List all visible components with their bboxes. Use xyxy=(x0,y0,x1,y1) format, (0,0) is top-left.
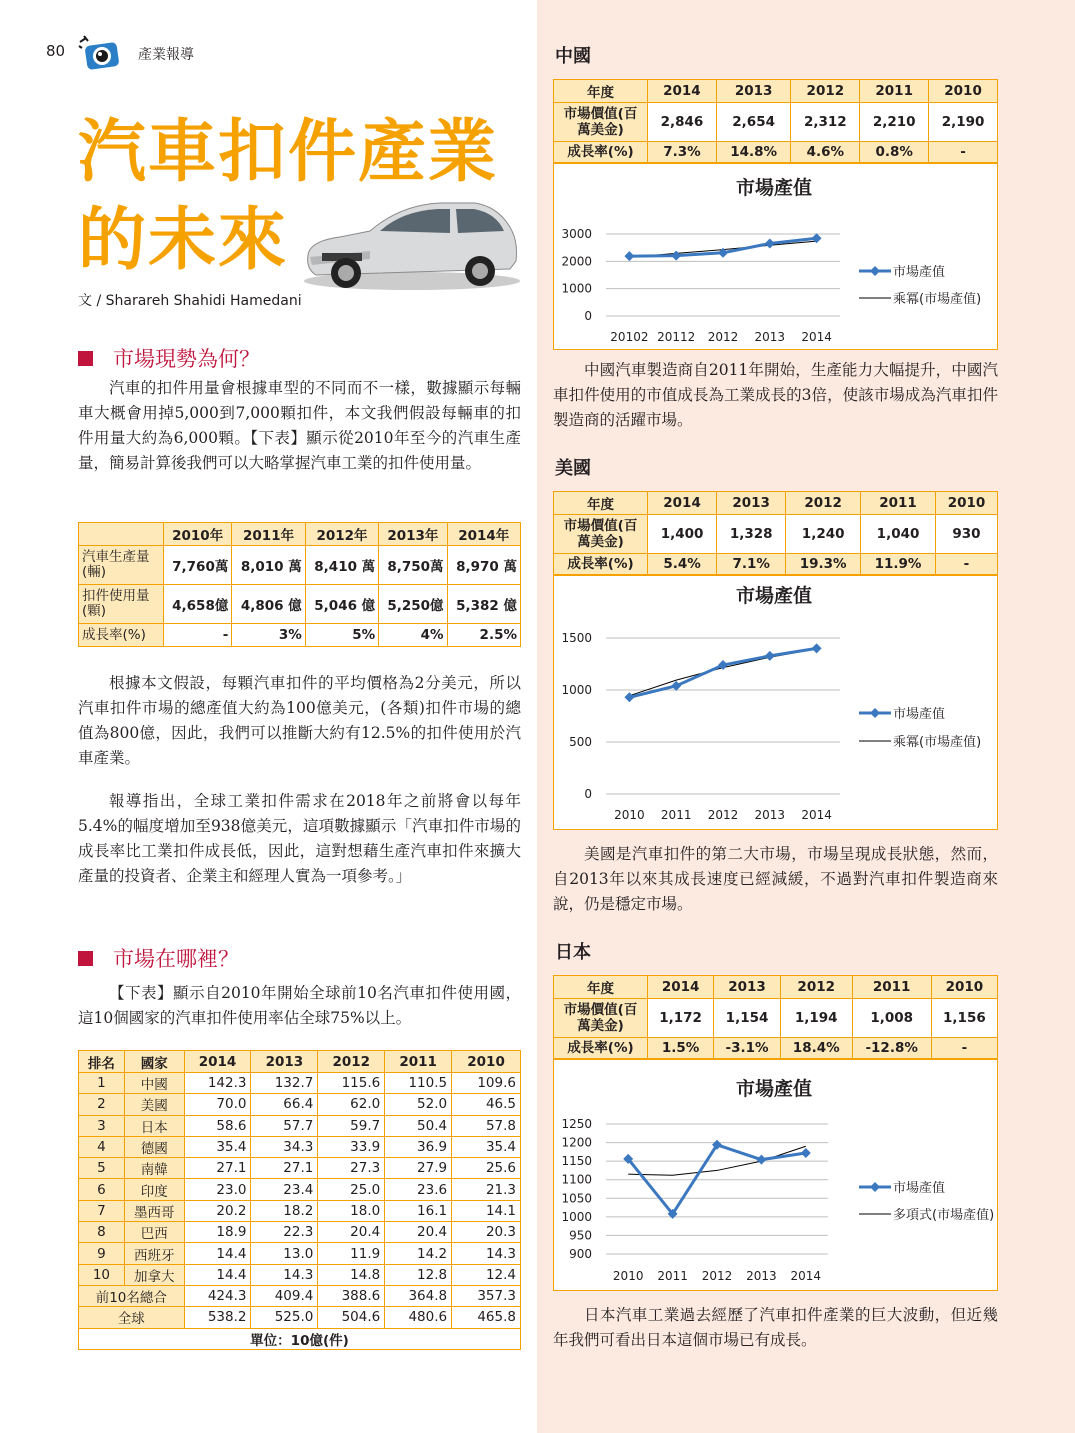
table-cell: 18.2 xyxy=(251,1200,318,1221)
table-cell: 66.4 xyxy=(251,1094,318,1115)
table-cell: 20.4 xyxy=(318,1222,385,1243)
table-cell: -3.1% xyxy=(714,1038,781,1059)
y-tick-label: 0 xyxy=(584,787,592,801)
table-cell: 8,970 萬 xyxy=(447,546,520,585)
x-tick-label: 2013 xyxy=(754,330,786,344)
table-cell: 504.6 xyxy=(318,1307,385,1328)
table-cell: 115.6 xyxy=(318,1073,385,1094)
china-chart-svg xyxy=(554,164,999,351)
legend-label-value: 市場產值 xyxy=(893,1181,946,1196)
table-row xyxy=(79,1115,521,1136)
rank-header: 2011 xyxy=(385,1051,452,1073)
table-cell: 4 xyxy=(79,1136,125,1157)
table-header: 2012 xyxy=(786,492,861,515)
table-cell: 14.3 xyxy=(452,1243,521,1264)
table-cell: 2,654 xyxy=(716,103,791,142)
table-cell: - xyxy=(164,624,232,647)
rank-table xyxy=(78,1050,521,1350)
table-cell: 22.3 xyxy=(251,1222,318,1243)
table-cell: 7.3% xyxy=(648,142,717,163)
y-tick-label: 1000 xyxy=(561,281,592,296)
table-cell: 印度 xyxy=(124,1179,184,1200)
rank-header: 排名 xyxy=(79,1051,125,1073)
table-header-row xyxy=(554,976,998,999)
table-cell: 德國 xyxy=(124,1136,184,1157)
rank-header: 2014 xyxy=(184,1051,251,1073)
table-cell: 1 xyxy=(79,1073,125,1094)
table-cell: 8,410 萬 xyxy=(305,546,378,585)
table-row xyxy=(79,1094,521,1115)
table-row xyxy=(79,1200,521,1221)
table-cell: 18.9 xyxy=(184,1222,251,1243)
table-cell: 巴西 xyxy=(124,1222,184,1243)
y-tick-label: 1000 xyxy=(561,1209,592,1224)
table-cell: 21.3 xyxy=(452,1179,521,1200)
table-cell: 南韓 xyxy=(124,1158,184,1179)
table-cell: 1,154 xyxy=(714,999,781,1038)
x-tick-label: 2012 xyxy=(707,330,739,344)
table-cell: 1,400 xyxy=(648,515,717,554)
table-header: 2013 xyxy=(717,492,786,515)
table-header: 年度 xyxy=(554,80,648,103)
table-cell: 14.3 xyxy=(251,1264,318,1285)
x-tick-label: 2012 xyxy=(701,1269,733,1283)
table-cell: 1,156 xyxy=(931,999,997,1038)
table-header: 2011 xyxy=(861,492,936,515)
table-cell: 1,172 xyxy=(648,999,714,1038)
y-tick-label: 1150 xyxy=(561,1154,592,1169)
table-row xyxy=(79,1285,521,1306)
table-header: 2014 xyxy=(648,492,717,515)
y-tick-label: 1250 xyxy=(561,1117,592,1131)
table-row xyxy=(79,1136,521,1157)
table-cell: 墨西哥 xyxy=(124,1200,184,1221)
table-row xyxy=(554,999,998,1038)
table-header: 2014 xyxy=(648,80,717,103)
table-header: 年度 xyxy=(554,492,648,515)
japan-chart-svg xyxy=(554,1060,999,1292)
y-tick-label: 950 xyxy=(569,1228,592,1243)
table-row xyxy=(554,1038,998,1059)
production-header: 2014年 xyxy=(447,523,520,546)
section2-para1: 【下表】顯示自2010年開始全球前10名汽車扣件使用國，這10個國家的汽車扣件使用率佔全球75%以上。 xyxy=(78,984,521,1027)
data-point-marker xyxy=(812,643,822,653)
table-cell: -12.8% xyxy=(852,1038,931,1059)
production-header: 2013年 xyxy=(379,523,447,546)
table-cell: 10 xyxy=(79,1264,125,1285)
row-label: 市場價值(百萬美金) xyxy=(554,999,648,1038)
table-cell: 59.7 xyxy=(318,1115,385,1136)
page-number: 80 xyxy=(46,42,66,60)
table-cell: 357.3 xyxy=(452,1285,521,1306)
table-row xyxy=(79,585,521,624)
table-cell: 3% xyxy=(232,624,305,647)
table-cell: 14.8 xyxy=(318,1264,385,1285)
table-cell: 18.4% xyxy=(780,1038,852,1059)
table-header-row xyxy=(554,80,998,103)
production-header-empty xyxy=(79,523,164,546)
y-tick-label: 1500 xyxy=(561,631,592,645)
x-tick-label: 2010 xyxy=(612,1269,644,1283)
table-row xyxy=(79,624,521,647)
table-cell: 50.4 xyxy=(385,1115,452,1136)
row-label: 成長率(%) xyxy=(79,624,164,647)
table-cell: 4.6% xyxy=(791,142,860,163)
table-header: 年度 xyxy=(554,976,648,999)
table-header: 2012 xyxy=(780,976,852,999)
table-cell: 142.3 xyxy=(184,1073,251,1094)
data-point-marker xyxy=(671,251,681,261)
trendline-series xyxy=(629,649,816,696)
table-cell: 1,008 xyxy=(852,999,931,1038)
x-tick-label: 20112 xyxy=(657,330,696,344)
table-cell: 12.8 xyxy=(385,1264,452,1285)
bullet-square-icon xyxy=(78,351,93,366)
data-point-marker xyxy=(765,238,775,248)
table-cell: 14.8% xyxy=(716,142,791,163)
rank-header: 2012 xyxy=(318,1051,385,1073)
legend-label-value: 市場產值 xyxy=(893,707,946,722)
section1-para1: 汽車的扣件用量會根據車型的不同而不一樣，數據顯示每輛車大概會用掉5,000到7,000顆扣件，本文我們假設每輛車的扣件用量大約為6,000顆。【下表】顯示從2010年至今的汽車生產量，簡易計算後我們可以大略掌握汽車工業的扣件使用量。 xyxy=(78,379,521,472)
legend-label-value: 市場產值 xyxy=(893,265,946,280)
table-cell: 9 xyxy=(79,1243,125,1264)
rank-header: 國家 xyxy=(124,1051,184,1073)
table-header: 2013 xyxy=(716,80,791,103)
china-heading: 中國 xyxy=(555,46,591,67)
production-header: 2012年 xyxy=(305,523,378,546)
section1-heading: 市場現勢為何？ xyxy=(78,343,260,373)
japan-heading: 日本 xyxy=(555,942,591,963)
table-cell: 25.6 xyxy=(452,1158,521,1179)
table-cell: 27.1 xyxy=(184,1158,251,1179)
table-cell: - xyxy=(931,1038,997,1059)
production-table xyxy=(78,522,521,647)
table-header: 2013 xyxy=(714,976,781,999)
table-row xyxy=(79,1222,521,1243)
table-cell: 409.4 xyxy=(251,1285,318,1306)
table-cell: 35.4 xyxy=(452,1136,521,1157)
data-point-marker xyxy=(801,1148,811,1158)
table-cell: 西班牙 xyxy=(124,1243,184,1264)
table-cell: 14.4 xyxy=(184,1243,251,1264)
table-cell: 11.9 xyxy=(318,1243,385,1264)
author-byline: 文 / Sharareh Shahidi Hamedani xyxy=(78,293,302,309)
total-label: 全球 xyxy=(79,1307,185,1328)
table-cell: 4,658億 xyxy=(164,585,232,624)
table-row xyxy=(554,103,998,142)
article-title: 汽車扣件產業 的未來 xyxy=(78,112,499,280)
table-cell: 5% xyxy=(305,624,378,647)
table-cell: 465.8 xyxy=(452,1307,521,1328)
table-cell: 19.3% xyxy=(786,554,861,575)
row-label: 扣件使用量(顆) xyxy=(79,585,164,624)
unit-note: 單位：10億(件) xyxy=(79,1328,521,1349)
table-cell: 930 xyxy=(935,515,997,554)
y-tick-label: 3000 xyxy=(561,227,592,241)
row-label: 成長率(%) xyxy=(554,1038,648,1059)
row-label: 市場價值(百萬美金) xyxy=(554,103,648,142)
table-cell: 7.1% xyxy=(717,554,786,575)
section2-heading: 市場在哪裡？ xyxy=(78,943,239,973)
table-cell: 8,010 萬 xyxy=(232,546,305,585)
table-cell: 480.6 xyxy=(385,1307,452,1328)
table-cell: 58.6 xyxy=(184,1115,251,1136)
x-tick-label: 20102 xyxy=(610,330,649,344)
table-row xyxy=(79,1243,521,1264)
table-cell: 5,250億 xyxy=(379,585,447,624)
x-tick-label: 2013 xyxy=(754,808,786,822)
table-cell: 23.4 xyxy=(251,1179,318,1200)
rank-header: 2013 xyxy=(251,1051,318,1073)
table-cell: 2,312 xyxy=(791,103,860,142)
rank-header: 2010 xyxy=(452,1051,521,1073)
table-cell: 日本 xyxy=(124,1115,184,1136)
china-text: 中國汽車製造商自2011年開始，生產能力大幅提升，中國汽車扣件使用的市值成長為工業成長的3倍，使該市場成為汽車扣件製造商的活躍市場。 xyxy=(553,361,998,429)
table-cell: 20.4 xyxy=(385,1222,452,1243)
car-image xyxy=(300,185,522,293)
table-cell: 57.8 xyxy=(452,1115,521,1136)
legend-label-trend: 多項式(市場產值) xyxy=(893,1208,995,1223)
y-tick-label: 1100 xyxy=(561,1172,592,1187)
x-tick-label: 2011 xyxy=(660,808,692,822)
table-cell: 525.0 xyxy=(251,1307,318,1328)
table-row xyxy=(79,1158,521,1179)
legend-marker-icon xyxy=(870,708,880,718)
china-chart xyxy=(553,163,998,350)
table-cell: 13.0 xyxy=(251,1243,318,1264)
data-point-marker xyxy=(671,681,681,691)
production-header: 2010年 xyxy=(164,523,232,546)
table-header-row xyxy=(554,492,998,515)
table-cell: 388.6 xyxy=(318,1285,385,1306)
table-cell: 27.1 xyxy=(251,1158,318,1179)
y-tick-label: 1200 xyxy=(561,1135,592,1150)
y-tick-label: 2000 xyxy=(561,254,592,269)
y-tick-label: 900 xyxy=(569,1247,592,1261)
chart-title: 市場產值 xyxy=(735,585,813,607)
table-cell: - xyxy=(935,554,997,575)
row-label: 成長率(%) xyxy=(554,142,648,163)
table-cell: 16.1 xyxy=(385,1200,452,1221)
table-header: 2012 xyxy=(791,80,860,103)
table-cell: 1,328 xyxy=(717,515,786,554)
chart-title: 市場產值 xyxy=(735,177,813,199)
y-tick-label: 1000 xyxy=(561,683,592,697)
japan-text: 日本汽車工業過去經歷了汽車扣件產業的巨大波動，但近幾年我們可看出日本這個市場已有成長。 xyxy=(553,1306,998,1349)
x-tick-label: 2014 xyxy=(801,330,832,344)
table-cell: 1,240 xyxy=(786,515,861,554)
legend-marker-icon xyxy=(870,1182,880,1192)
usa-table xyxy=(553,491,998,575)
table-cell: 8,750萬 xyxy=(379,546,447,585)
table-cell: 0.8% xyxy=(860,142,929,163)
production-header: 2011年 xyxy=(232,523,305,546)
usa-chart xyxy=(553,575,998,830)
table-cell: 7,760萬 xyxy=(164,546,232,585)
usa-text: 美國是汽車扣件的第二大市場，市場呈現成長狀態，然而，自2013年以來其成長速度已經減緩，不過對汽車扣件製造商來說，仍是穩定市場。 xyxy=(553,845,998,913)
table-row xyxy=(79,1073,521,1094)
table-cell: 5,046 億 xyxy=(305,585,378,624)
table-cell: 2,190 xyxy=(929,103,998,142)
table-cell: 57.7 xyxy=(251,1115,318,1136)
x-tick-label: 2010 xyxy=(614,808,645,822)
table-cell: 132.7 xyxy=(251,1073,318,1094)
data-point-marker xyxy=(624,692,634,702)
table-cell: 5.4% xyxy=(648,554,717,575)
table-header: 2011 xyxy=(852,976,931,999)
table-cell: 8 xyxy=(79,1222,125,1243)
table-cell: 25.0 xyxy=(318,1179,385,1200)
table-header: 2011 xyxy=(860,80,929,103)
table-cell: 23.6 xyxy=(385,1179,452,1200)
x-tick-label: 2012 xyxy=(707,808,739,822)
table-cell: 27.9 xyxy=(385,1158,452,1179)
table-cell: 20.3 xyxy=(452,1222,521,1243)
table-cell: 110.5 xyxy=(385,1073,452,1094)
row-label: 汽車生產量(輛) xyxy=(79,546,164,585)
table-header: 2014 xyxy=(648,976,714,999)
table-row xyxy=(79,546,521,585)
table-cell: - xyxy=(929,142,998,163)
japan-table xyxy=(553,975,998,1059)
table-header: 2010 xyxy=(935,492,997,515)
legend-label-trend: 乘冪(市場產值) xyxy=(893,735,982,750)
table-row xyxy=(554,515,998,554)
row-label: 成長率(%) xyxy=(554,554,648,575)
usa-heading: 美國 xyxy=(555,458,591,479)
table-cell: 12.4 xyxy=(452,1264,521,1285)
table-cell: 2.5% xyxy=(447,624,520,647)
y-tick-label: 500 xyxy=(569,735,592,749)
table-cell: 70.0 xyxy=(184,1094,251,1115)
x-tick-label: 2013 xyxy=(746,1269,777,1283)
total-label: 前10名總合 xyxy=(79,1285,185,1306)
table-cell: 35.4 xyxy=(184,1136,251,1157)
table-cell: 14.2 xyxy=(385,1243,452,1264)
table-cell: 2,210 xyxy=(860,103,929,142)
table-cell: 109.6 xyxy=(452,1073,521,1094)
table-cell: 27.3 xyxy=(318,1158,385,1179)
table-cell: 1.5% xyxy=(648,1038,714,1059)
table-cell: 2 xyxy=(79,1094,125,1115)
x-tick-label: 2011 xyxy=(657,1269,688,1283)
table-cell: 7 xyxy=(79,1200,125,1221)
table-cell: 11.9% xyxy=(861,554,936,575)
china-table xyxy=(553,79,998,163)
table-cell: 3 xyxy=(79,1115,125,1136)
usa-chart-svg xyxy=(554,576,999,831)
y-tick-label: 0 xyxy=(584,309,592,323)
data-point-marker xyxy=(624,251,634,261)
table-cell: 14.4 xyxy=(184,1264,251,1285)
table-cell: 18.0 xyxy=(318,1200,385,1221)
table-header: 2010 xyxy=(929,80,998,103)
chart-title: 市場產值 xyxy=(735,1078,813,1100)
table-cell: 6 xyxy=(79,1179,125,1200)
bullet-square-icon xyxy=(78,951,93,966)
table-header: 2010 xyxy=(931,976,997,999)
table-cell: 5,382 億 xyxy=(447,585,520,624)
table-cell: 加拿大 xyxy=(124,1264,184,1285)
table-cell: 34.3 xyxy=(251,1136,318,1157)
table-cell: 14.1 xyxy=(452,1200,521,1221)
table-cell: 中國 xyxy=(124,1073,184,1094)
unit-row xyxy=(79,1328,521,1349)
table-cell: 美國 xyxy=(124,1094,184,1115)
table-cell: 1,040 xyxy=(861,515,936,554)
data-point-marker xyxy=(765,651,775,661)
table-row xyxy=(79,1307,521,1328)
table-row xyxy=(554,142,998,163)
table-cell: 46.5 xyxy=(452,1094,521,1115)
table-cell: 4,806 億 xyxy=(232,585,305,624)
table-cell: 538.2 xyxy=(184,1307,251,1328)
data-point-marker xyxy=(756,1155,766,1165)
legend-label-trend: 乘冪(市場產值) xyxy=(893,292,982,307)
table-cell: 33.9 xyxy=(318,1136,385,1157)
table-cell: 20.2 xyxy=(184,1200,251,1221)
y-tick-label: 1050 xyxy=(561,1191,592,1206)
japan-chart xyxy=(553,1059,998,1291)
table-cell: 2,846 xyxy=(648,103,717,142)
table-row xyxy=(79,1264,521,1285)
table-cell: 424.3 xyxy=(184,1285,251,1306)
table-cell: 5 xyxy=(79,1158,125,1179)
section-label: 產業報導 xyxy=(138,47,194,63)
table-row xyxy=(79,1179,521,1200)
row-label: 市場價值(百萬美金) xyxy=(554,515,648,554)
x-tick-label: 2014 xyxy=(801,808,832,822)
legend-marker-icon xyxy=(870,266,880,276)
table-cell: 1,194 xyxy=(780,999,852,1038)
x-tick-label: 2014 xyxy=(790,1269,822,1283)
table-cell: 364.8 xyxy=(385,1285,452,1306)
table-row xyxy=(554,554,998,575)
table-cell: 36.9 xyxy=(385,1136,452,1157)
table-cell: 62.0 xyxy=(318,1094,385,1115)
section1-para2: 根據本文假設，每顆汽車扣件的平均價格為2分美元，所以汽車扣件市場的總產值大約為100億美元，(各類)扣件市場的總值為800億，因此，我們可以推斷大約有12.5%的扣件使用於汽車產業。 xyxy=(78,674,521,767)
section1-para3: 報導指出，全球工業扣件需求在2018年之前將會以每年5.4%的幅度增加至938億美元，這項數據顯示「汽車扣件市場的成長率比工業扣件成長低，因此，這對想藉生產汽車扣件來擴大產量的投資者、企業主和經理人實為一項參考。」 xyxy=(78,792,521,885)
table-cell: 52.0 xyxy=(385,1094,452,1115)
table-cell: 4% xyxy=(379,624,447,647)
table-cell: 23.0 xyxy=(184,1179,251,1200)
camera-icon xyxy=(78,34,122,72)
